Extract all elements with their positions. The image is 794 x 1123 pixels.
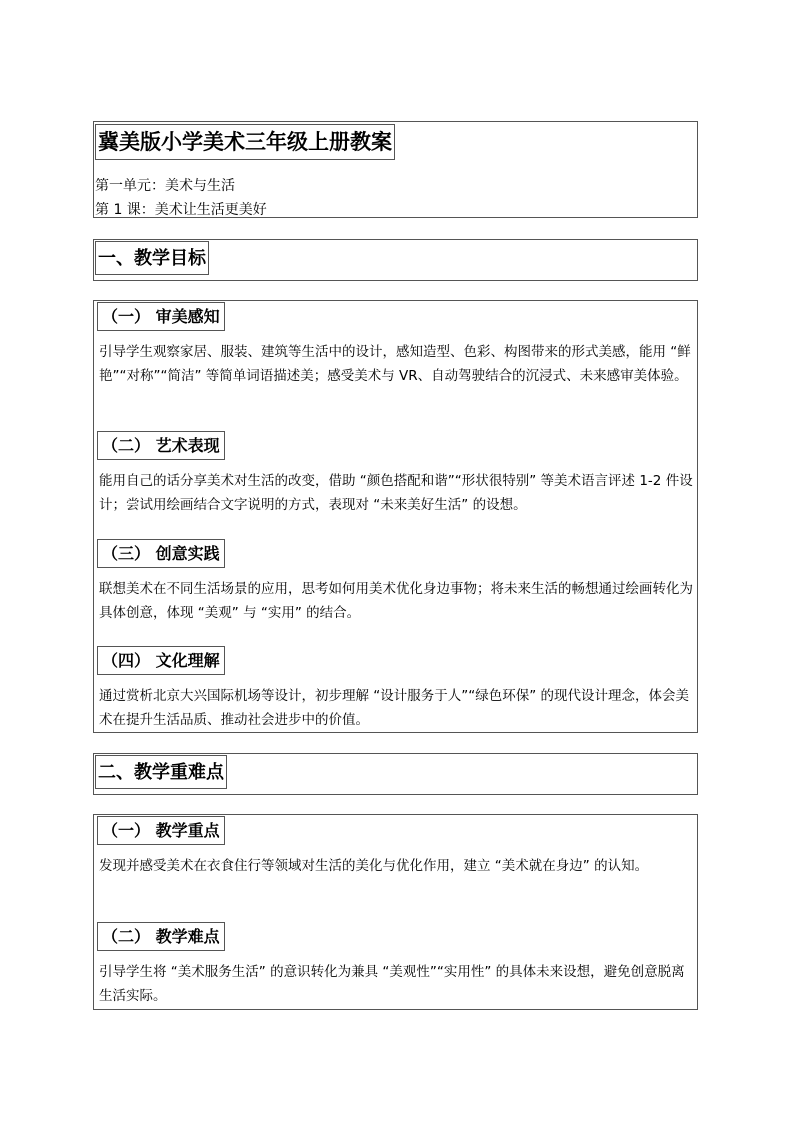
unit-label: 第一单元：美术与生活	[95, 178, 235, 194]
lesson-label: 第 1 课：美术让生活更美好	[95, 202, 267, 218]
header-box	[93, 121, 698, 218]
key-points-box	[93, 814, 698, 1010]
key-point	[97, 816, 695, 878]
objectives-box	[93, 300, 698, 733]
difficult-point	[97, 922, 695, 1008]
objective-culture	[97, 646, 695, 732]
objective-creative	[97, 539, 695, 625]
objective-aesthetic-title: （一） 审美感知	[97, 302, 225, 331]
objective-culture-title: （四） 文化理解	[97, 646, 225, 675]
objective-expression-title: （二） 艺术表现	[97, 431, 225, 460]
difficult-point-text: 引导学生将 “美术服务生活” 的意识转化为兼具 “美观性”“实用性” 的具体未来设想，避免创意脱离生活实际。	[99, 964, 685, 1004]
objective-culture-text: 通过赏析北京大兴国际机场等设计，初步理解 “设计服务于人”“绿色环保” 的现代设计理念，体会美术在提升生活品质、推动社会进步中的价值。	[99, 688, 690, 728]
objective-creative-text: 联想美术在不同生活场景的应用，思考如何用美术优化身边事物；将未来生活的畅想通过绘画转化为具体创意，体现 “美观” 与 “实用” 的结合。	[99, 581, 693, 621]
objective-expression-text: 能用自己的话分享美术对生活的改变，借助 “颜色搭配和谐”“形状很特别” 等美术语言评述 1-2 件设计；尝试用绘画结合文字说明的方式，表现对 “未来美好生活” 的设想。	[99, 473, 693, 513]
section-1-title: 一、教学目标	[95, 241, 209, 275]
section-1-box	[93, 239, 698, 281]
difficult-point-title: （二） 教学难点	[97, 922, 225, 951]
objective-aesthetic-text: 引导学生观察家居、服装、建筑等生活中的设计，感知造型、色彩、构图带来的形式美感，能用 “鲜艳”“对称”“简洁” 等简单词语描述美；感受美术与 VR、自动驾驶结合的沉浸式、未来感审美体验。	[99, 344, 691, 384]
key-point-title: （一） 教学重点	[97, 816, 225, 845]
document-title: 冀美版小学美术三年级上册教案	[95, 124, 395, 160]
key-point-text: 发现并感受美术在衣食住行等领域对生活的美化与优化作用，建立 “美术就在身边” 的认知。	[99, 858, 649, 874]
section-2-title: 二、教学重难点	[95, 755, 227, 789]
objective-aesthetic	[97, 302, 695, 388]
objective-expression	[97, 431, 695, 517]
section-2-box	[93, 753, 698, 795]
objective-creative-title: （三） 创意实践	[97, 539, 225, 568]
